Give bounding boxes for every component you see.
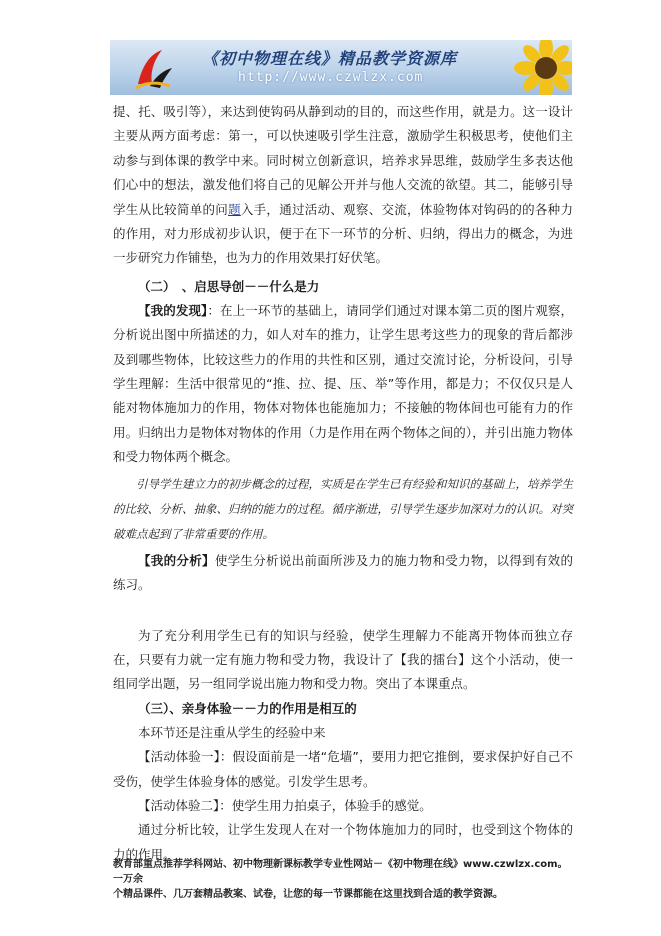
paragraph-analysis: 【我的分析】使学生分析说出前面所涉及力的施力物和受力物，以得到有效的练习。 xyxy=(113,552,573,593)
page-footer xyxy=(113,857,575,902)
paragraph-activity-2: 【活动体验二】：使学生用力拍桌子，体验手的感觉。 xyxy=(138,797,432,813)
footer-line-1: 教育部重点推荐学科网站、初中物理新课标教学专业性网站－《初中物理在线》www.czwlzx.com。一万余 xyxy=(113,859,568,885)
tag-analysis: 【我的分析】 xyxy=(138,552,215,568)
spacer xyxy=(113,598,573,624)
site-logo-icon xyxy=(132,46,174,90)
tag-activity-1: 【活动体验一】 xyxy=(138,749,220,765)
document-body xyxy=(113,100,573,867)
footer-line-2: 个精品课件、几万套精品教案、试卷，让您的每一节课都能在这里找到合适的教学资源。 xyxy=(113,889,503,900)
paragraph-experience: 本环节还是注重从学生的经验中来 xyxy=(138,724,326,740)
banner-url[interactable]: http://www.czwlzx.com xyxy=(238,70,424,85)
tag-activity-2: 【活动体验二】 xyxy=(138,797,220,813)
paragraph-arena: 为了充分利用学生已有的知识与经验，使学生理解力不能离开物体而独立存在，只要有力就一定有施力物和受力物，我设计了【我的擂台】这个小活动，使一组同学出题，另一组同学说出施力物和受力物。突出了本课重点。 xyxy=(113,627,573,692)
paragraph-discovery: 【我的发现】：在上一环节的基础上，请同学们通过对课本第二页的图片观察，分析说出图中所描述的力，如人对车的推力，让学生思考这些力的现象的背后都涉及到哪些物体，比较这些力的作用的共性和区别，通过交流讨论，分析设问，引导学生理解：生活中很常见的“推、拉、提、压、举”等作用，都是力；不仅仅只是人能对物体施加力的作用，物体对物体也能施加力；不接触的物体间也可能有力的作用。归纳出力是物体对物体的作用（力是作用在两个物体之间的），并引出施力物体和受力物体两个概念。 xyxy=(113,302,573,465)
section-heading-2: （二） 、启思导创－－什么是力 xyxy=(138,278,320,294)
inline-link[interactable]: 题 xyxy=(228,201,241,217)
section-heading-3: （三）、亲身体验－－力的作用是相互的 xyxy=(138,700,357,716)
header-banner xyxy=(110,40,572,95)
tag-discovery: 【我的发现】 xyxy=(138,302,208,318)
paragraph-activity-1: 【活动体验一】：假设面前是一堵“危墙”，要用力把它推倒，要求保护好自己不受伤，使学生体验身体的感觉。引发学生思考。 xyxy=(113,749,573,789)
paragraph-conclusion: 通过分析比较，让学生发现人在对一个物体施加力的同时，也受到这个物体的力的作用。 xyxy=(113,822,573,862)
italic-note: 引导学生建立力的初步概念的过程，实质是在学生已有经验和知识的基础上，培养学生的比较、分析、抽象、归纳的能力的过程。循序渐进，引导学生逐步加深对力的认识。对突破难点起到了非常重要的作用。 xyxy=(113,476,573,541)
paragraph-intro: 提、托、吸引等），来达到使钩码从静到动的目的，而这些作用，就是力。这一设计主要从两方面考虑：第一，可以快速吸引学生注意，激励学生积极思考，使他们主动参与到体课的教学中来。同时树立创新意识，培养求异思维，鼓励学生多表达他们心中的想法，激发他们将自己的见解公开并与他人交流的欲望。其二，能够引导学生从比较简单的问题入手，通过活动、观察、交流，体验物体对钩码的的各种力的作用，对力形成初步认识，便于在下一环节的分析、归纳，得出力的概念，为进一步研究力作铺垫，也为力的作用效果打好伏笔。 xyxy=(113,104,573,266)
sunflower-icon xyxy=(506,40,572,95)
banner-title: 《初中物理在线》精品教学资源库 xyxy=(202,49,458,68)
